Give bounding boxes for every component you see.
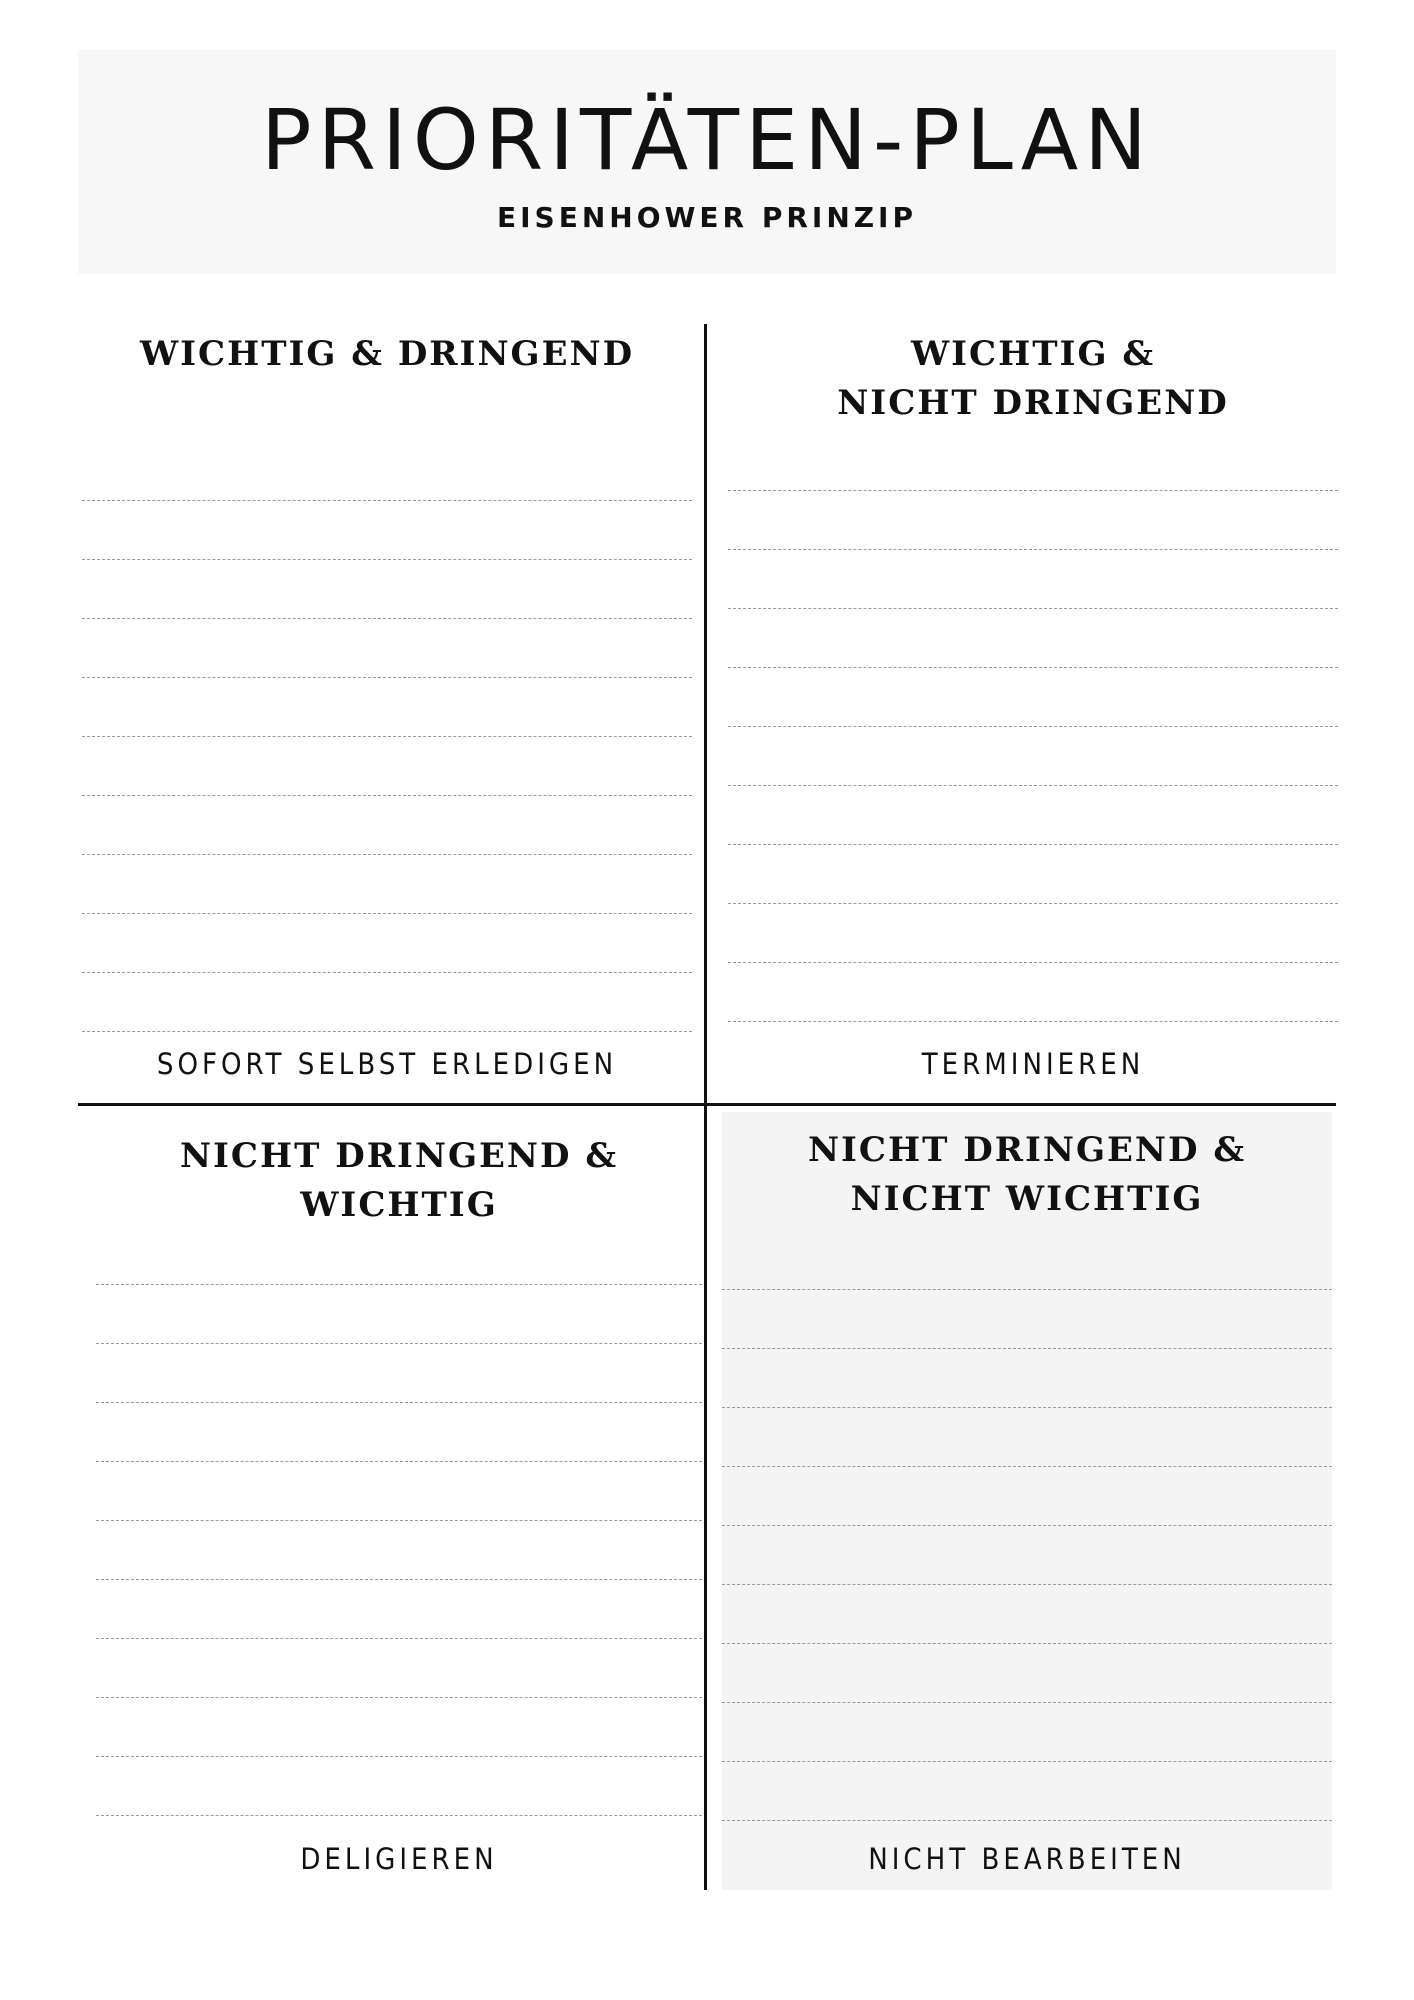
writing-line: [722, 1584, 1332, 1585]
writing-line: [82, 972, 692, 973]
quadrant-important-urgent: [82, 324, 692, 1094]
horizontal-divider: [78, 1103, 1336, 1106]
writing-line: [722, 1643, 1332, 1644]
writing-line: [722, 1761, 1332, 1762]
writing-line: [96, 1638, 702, 1639]
writing-line: [722, 1407, 1332, 1408]
quadrant-important-not-urgent: [728, 324, 1338, 1094]
writing-line: [96, 1284, 702, 1285]
writing-line: [722, 1289, 1332, 1290]
writing-line: [82, 736, 692, 737]
writing-line: [96, 1815, 702, 1816]
writing-line: [82, 500, 692, 501]
quadrant-action-label: SOFORT SELBST ERLEDIGEN: [156, 1047, 618, 1081]
writing-line: [96, 1579, 702, 1580]
writing-line: [82, 854, 692, 855]
quadrant-title: WICHTIG & DRINGEND: [139, 334, 635, 374]
writing-line: [728, 1021, 1338, 1022]
writing-line: [82, 559, 692, 560]
writing-line: [722, 1820, 1332, 1821]
writing-line: [96, 1343, 702, 1344]
page-title: PRIORITÄTEN-PLAN: [261, 91, 1153, 189]
writing-line: [728, 785, 1338, 786]
page-subtitle: EISENHOWER PRINZIP: [496, 201, 917, 234]
writing-line: [728, 962, 1338, 963]
header-band: [78, 50, 1336, 274]
quadrant-title: WICHTIG & NICHT DRINGEND: [837, 334, 1229, 423]
writing-line: [96, 1402, 702, 1403]
writing-line: [82, 677, 692, 678]
writing-line: [728, 490, 1338, 491]
quadrant-action-label: DELIGIEREN: [300, 1842, 498, 1876]
quadrant-action-label: NICHT BEARBEITEN: [868, 1842, 1186, 1876]
quadrant-not-urgent-important: [96, 1110, 702, 1890]
writing-line: [722, 1702, 1332, 1703]
writing-line: [96, 1756, 702, 1757]
writing-line: [722, 1525, 1332, 1526]
writing-line: [82, 1031, 692, 1032]
quadrant-title: NICHT DRINGEND & WICHTIG: [179, 1136, 619, 1225]
quadrant-title: NICHT DRINGEND & NICHT WICHTIG: [807, 1130, 1247, 1219]
writing-line: [728, 844, 1338, 845]
writing-line: [728, 667, 1338, 668]
writing-line: [728, 549, 1338, 550]
writing-line: [82, 795, 692, 796]
writing-line: [96, 1520, 702, 1521]
writing-line: [82, 913, 692, 914]
writing-line: [728, 608, 1338, 609]
quadrant-action-label: TERMINIEREN: [921, 1047, 1145, 1081]
vertical-divider: [704, 324, 707, 1890]
writing-line: [722, 1348, 1332, 1349]
writing-line: [722, 1466, 1332, 1467]
writing-line: [96, 1697, 702, 1698]
writing-line: [82, 618, 692, 619]
writing-line: [728, 726, 1338, 727]
writing-line: [728, 903, 1338, 904]
quadrant-not-urgent-not-important: [722, 1112, 1332, 1890]
writing-line: [96, 1461, 702, 1462]
